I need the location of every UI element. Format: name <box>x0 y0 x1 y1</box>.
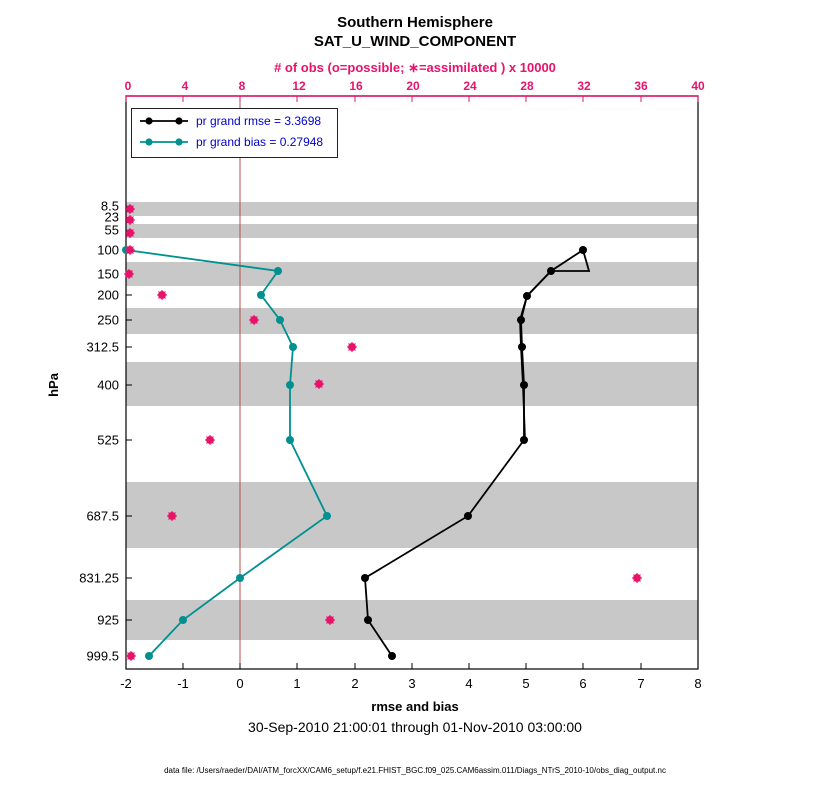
y-tick-8.5: 8.5 <box>100 198 119 214</box>
bottom-tick-9: 7 <box>637 676 645 691</box>
y-tick-100: 100 <box>97 242 119 258</box>
bottom-tick-3: 1 <box>293 676 301 691</box>
legend-item-bias <box>136 133 336 153</box>
bottom-tick-5: 3 <box>408 676 416 691</box>
y-tick-400: 400 <box>97 377 119 393</box>
bottom-tick-0: -2 <box>120 676 132 691</box>
y-tick-200: 200 <box>97 287 119 303</box>
top-tick-10: 40 <box>691 79 705 93</box>
top-tick-6: 24 <box>463 79 477 93</box>
top-tick-7: 28 <box>520 79 534 93</box>
y-tick-525: 525 <box>97 432 119 448</box>
bottom-tick-7: 5 <box>522 676 530 691</box>
top-tick-0: 0 <box>124 79 132 93</box>
y-tick-687.5: 687.5 <box>86 508 119 524</box>
bottom-tick-10: 8 <box>694 676 702 691</box>
y-tick-55: 55 <box>104 222 119 238</box>
top-tick-8: 32 <box>577 79 591 93</box>
top-tick-4: 16 <box>349 79 363 93</box>
top-axis-ticks <box>126 96 698 102</box>
alternating-bands <box>126 202 698 640</box>
chart-title-line2: SAT_U_WIND_COMPONENT <box>313 33 517 50</box>
top-axis-label: # of obs (o=possible; ∗=assimilated ) x 10000 <box>274 60 556 75</box>
y-tick-250: 250 <box>97 312 119 328</box>
bottom-tick-2: 0 <box>236 676 244 691</box>
top-tick-9: 36 <box>634 79 648 93</box>
top-tick-2: 8 <box>238 79 246 93</box>
y-tick-150: 150 <box>97 266 119 282</box>
data-file-path: data file: /Users/raeder/DAI/ATM_forcXX/CAM6_setup/f.e21.FHIST_BGC.f09_025.CAM6assim.011/Diags_NTrS_2010-10/obs_diag_output.nc <box>164 766 666 775</box>
y-tick-831.25: 831.25 <box>79 570 119 586</box>
top-tick-5: 20 <box>406 79 420 93</box>
legend-swatch-rmse <box>138 112 192 130</box>
bottom-tick-6: 4 <box>465 676 473 691</box>
legend-label-rmse: pr grand rmse = 3.3698 <box>196 114 322 128</box>
y-tick-23: 23 <box>104 209 119 225</box>
chart-title-line1: Southern Hemisphere <box>337 14 493 31</box>
bottom-tick-8: 6 <box>579 676 587 691</box>
x-axis-label: rmse and bias <box>371 699 459 714</box>
legend-item-rmse <box>136 112 336 132</box>
date-range-label: 30-Sep-2010 21:00:01 through 01-Nov-2010 03:00:00 <box>248 719 582 735</box>
y-tick-925: 925 <box>97 612 119 628</box>
top-tick-1: 4 <box>181 79 189 93</box>
bottom-axis-tick-labels <box>0 676 830 692</box>
legend <box>131 108 338 158</box>
legend-label-bias: pr grand bias = 0.27948 <box>196 135 324 149</box>
bottom-tick-4: 2 <box>351 676 359 691</box>
legend-swatch-bias <box>138 133 192 151</box>
y-axis-title: hPa <box>46 373 61 397</box>
bottom-axis-ticks <box>126 663 698 669</box>
bottom-tick-1: -1 <box>177 676 189 691</box>
y-tick-312.5: 312.5 <box>86 339 119 355</box>
y-tick-999.5: 999.5 <box>86 648 119 664</box>
top-tick-3: 12 <box>292 79 306 93</box>
